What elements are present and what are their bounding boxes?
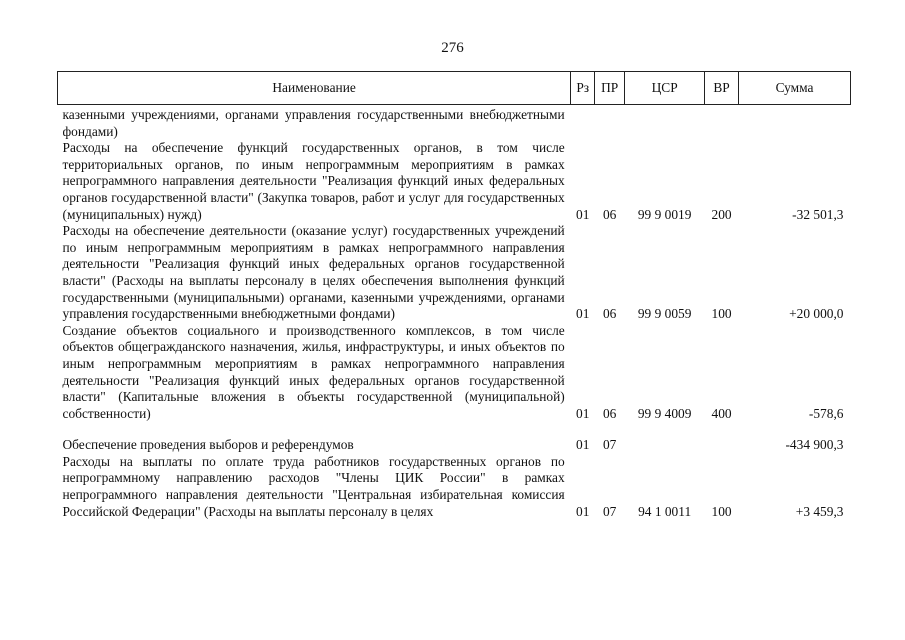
row-sum: -434 900,3 <box>785 437 844 453</box>
row-rz: 01 <box>576 503 590 519</box>
row-rz: 01 <box>576 206 590 222</box>
row-sum: -32 501,3 <box>792 206 844 222</box>
row-sum: -578,6 <box>808 405 844 421</box>
budget-table <box>57 71 851 520</box>
table-row-continuation <box>58 105 851 141</box>
continuation-text: казенными учреждениями, органами управления государственными внебюджетными фондами) <box>62 107 565 139</box>
row-rz: 01 <box>576 437 590 453</box>
table-row <box>58 454 851 520</box>
row-name: Обеспечение проведения выборов и референдумов <box>62 437 354 453</box>
row-vr: 100 <box>711 306 732 322</box>
row-vr <box>705 422 739 454</box>
row-csr: 99 9 0059 <box>637 306 692 322</box>
row-csr: 94 1 0011 <box>638 503 692 519</box>
table-row <box>58 140 851 223</box>
header-vr: ВР <box>705 72 739 105</box>
row-pr: 06 <box>602 405 617 421</box>
page-number: 276 <box>441 40 464 56</box>
row-pr: 06 <box>602 206 617 222</box>
table-row <box>58 223 851 323</box>
header-pr: ПР <box>595 72 625 105</box>
header-sum: Сумма <box>739 72 851 105</box>
row-sum: +20 000,0 <box>789 306 844 322</box>
table-row <box>58 323 851 423</box>
header-csr: ЦСР <box>625 72 705 105</box>
table-row <box>58 422 851 454</box>
row-pr: 06 <box>602 306 617 322</box>
row-sum: +3 459,3 <box>795 503 844 519</box>
row-pr: 07 <box>602 437 617 453</box>
row-pr: 07 <box>602 503 617 519</box>
row-vr: 100 <box>711 503 732 519</box>
row-name: Расходы на выплаты по оплате труда работников государственных органов по непрограммному направлению расходов "Члены ЦИК России" в рамках непрограммного направления деятельности "Центральная избирательная комиссия Российской Федерации" (Расходы на выплаты персоналу в целях <box>62 453 565 519</box>
row-rz: 01 <box>576 405 590 421</box>
header-name: Наименование <box>58 72 571 105</box>
row-csr: 99 9 0019 <box>637 206 692 222</box>
row-vr: 400 <box>711 405 732 421</box>
row-csr: 99 9 4009 <box>637 405 692 421</box>
row-name: Расходы на обеспечение функций государственных органов, в том числе территориальных органов, по иным непрограммным мероприятиям в рамках непрограммного направления деятельности "Реализация функций иных федеральных органов государственной власти" (Закупка товаров, работ и услуг для государственных (муниципальных) нужд) <box>62 140 565 222</box>
row-name: Расходы на обеспечение деятельности (оказание услуг) государственных учреждений по иным непрограммным мероприятиям в рамках непрограммного направления деятельности "Реализация функций иных федеральных органов государственной власти" (Расходы на выплаты персоналу в целях обеспечения выполнения функций государственными (муниципальными) органами, казенными учреждениями, органами управления государственными внебюджетными фондами) <box>62 223 565 322</box>
row-vr: 200 <box>711 206 732 222</box>
row-name: Создание объектов социального и производственного комплексов, в том числе объектов общегражданского назначения, жилья, инфраструктуры, и иных объектов по иным непрограммным мероприятиям в рамках непрограммного направления деятельности "Реализация функций иных федеральных органов государственной власти" (Капитальные вложения в объекты государственной (муниципальной) собственности) <box>62 322 565 421</box>
header-rz: Рз <box>571 72 595 105</box>
row-rz: 01 <box>576 306 590 322</box>
row-csr <box>625 422 705 454</box>
table-header-row <box>58 72 851 105</box>
